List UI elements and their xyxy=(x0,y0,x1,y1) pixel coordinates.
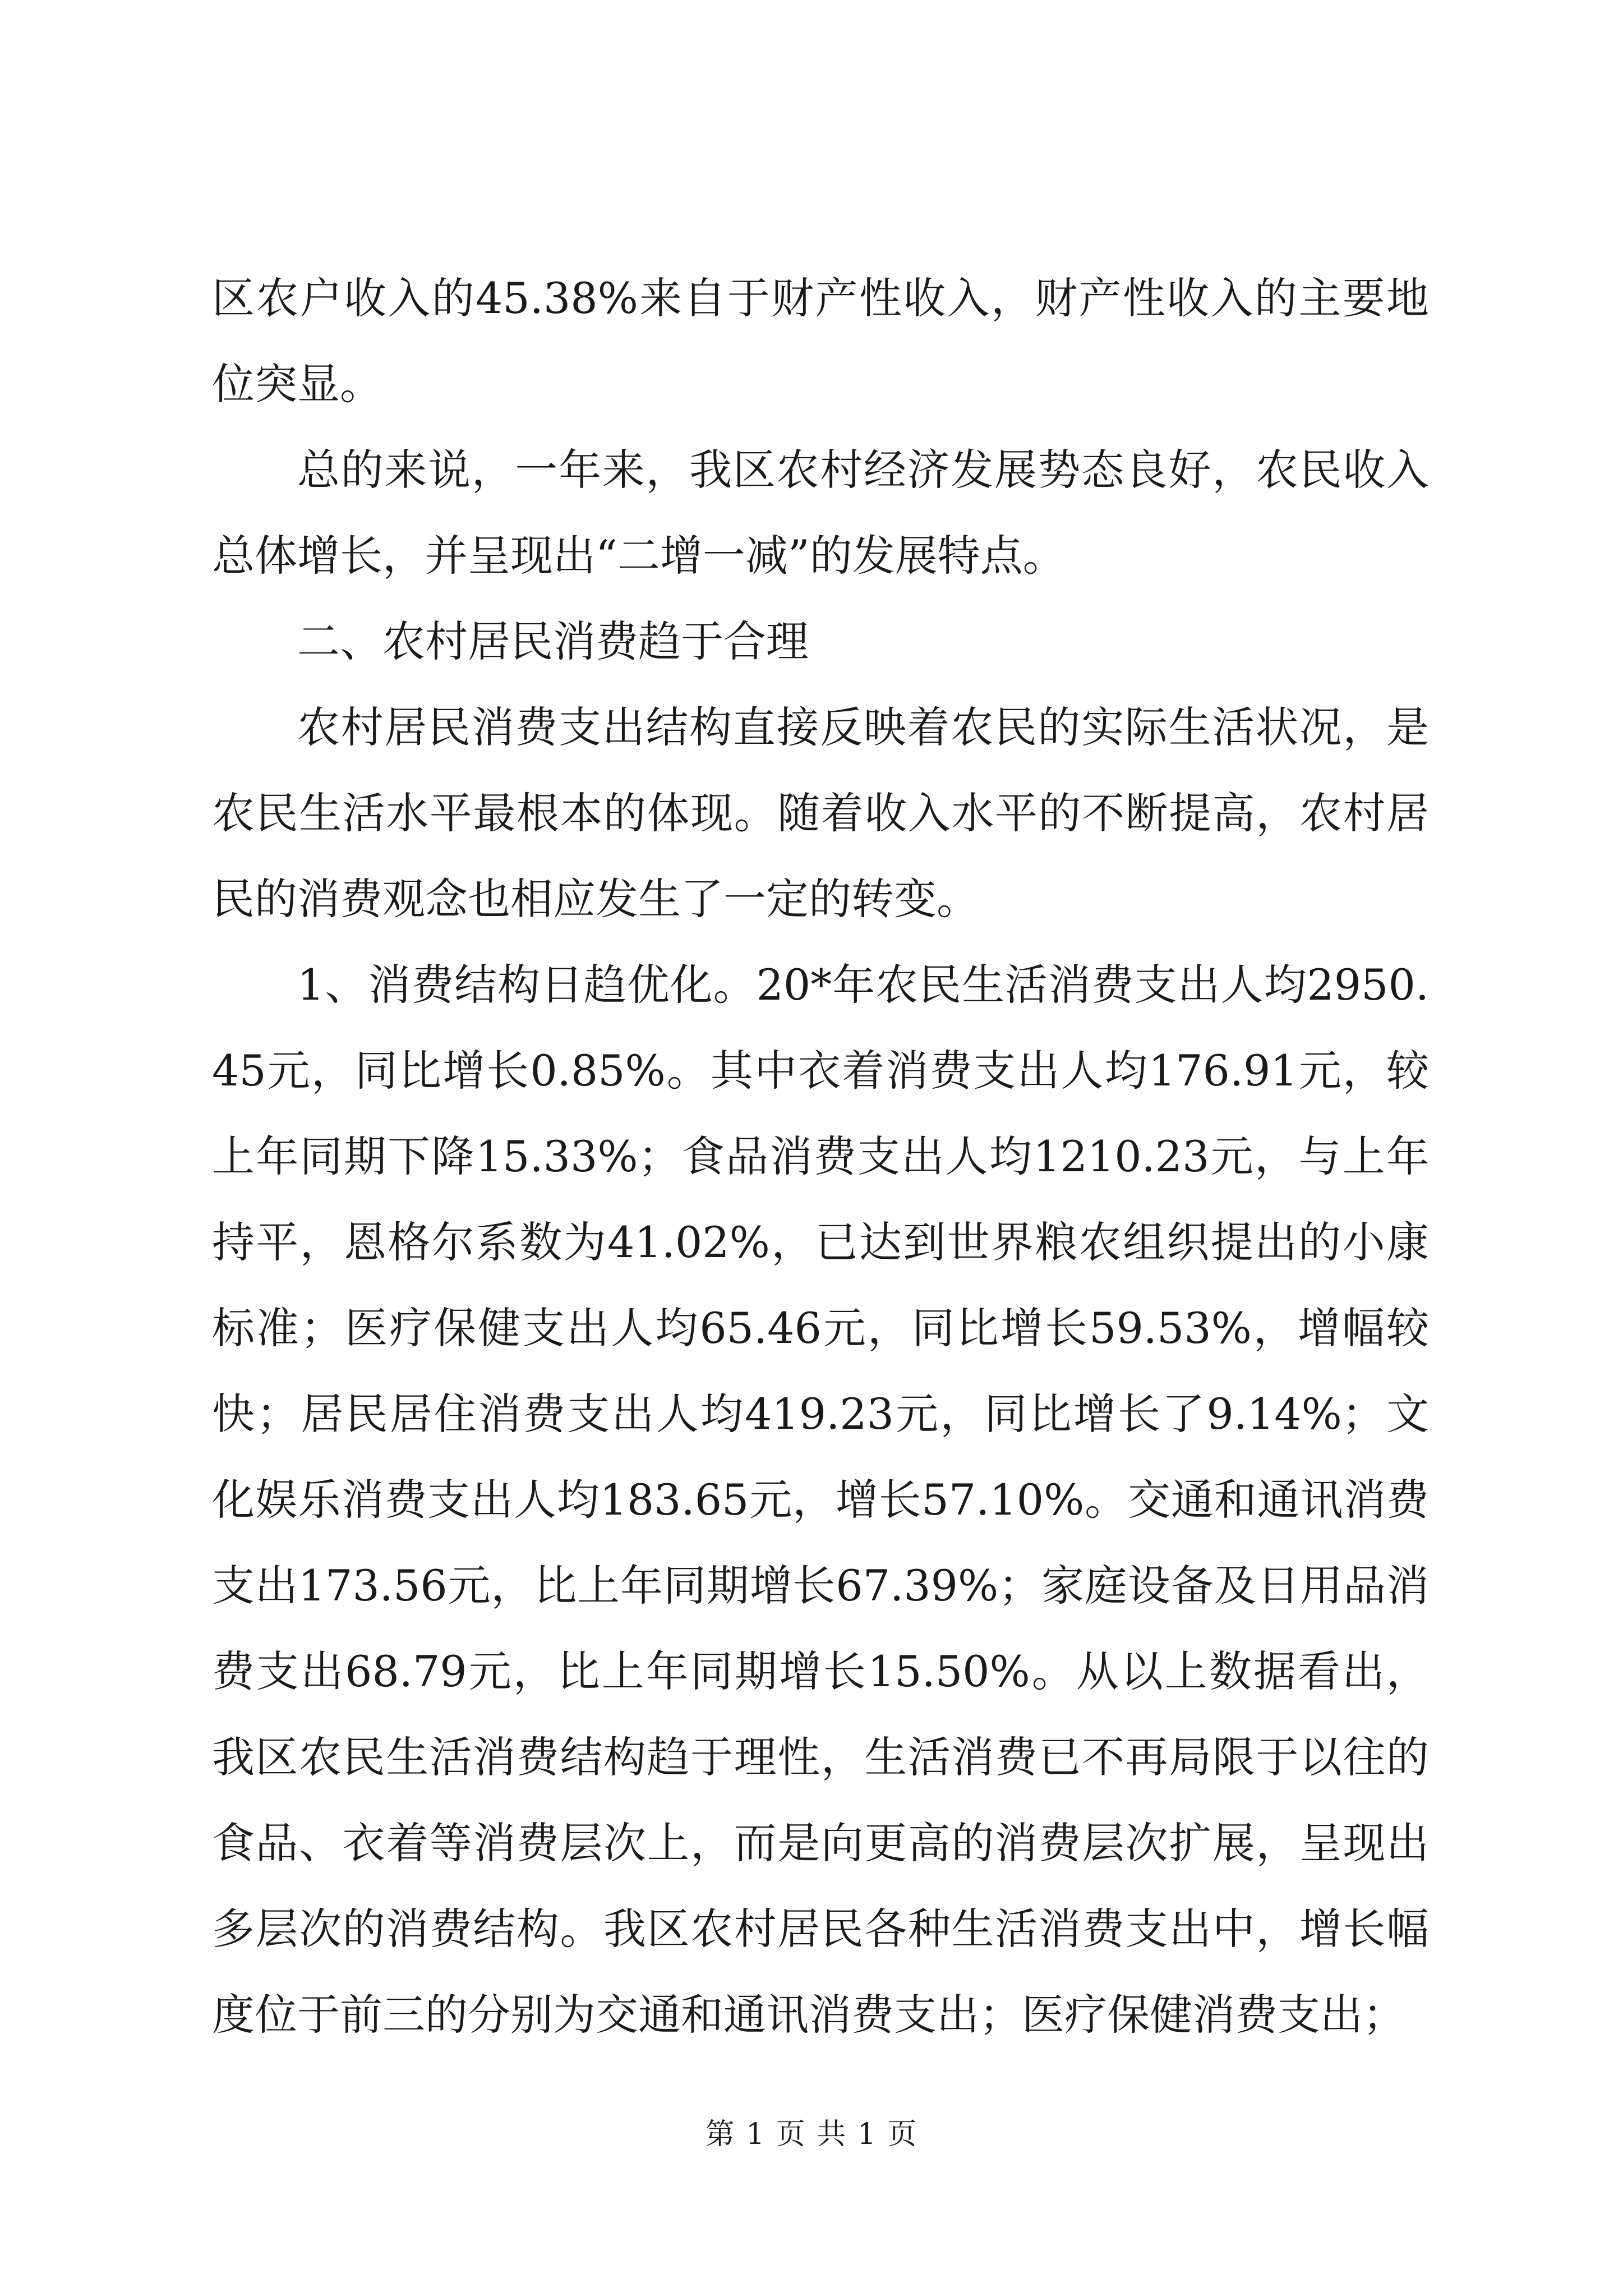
section-heading-consumption: 二、农村居民消费趋于合理 xyxy=(297,616,809,666)
page-footer: 第 1 页 共 1 页 xyxy=(705,2118,918,2151)
paragraph-consumption-structure: 1、消费结构日趋优化。20*年农民生活消费支出人均2950.45元，同比增长0.85%。其中衣着消费支出人均176.91元，较上年同期下降15.33%；食品消费支出人均1210.23元，与上年持平，恩格尔系数为41.02%，已达到世界粮农组织提出的小康标准；医疗保健支出人均65.46元，同比增长59.53%，增幅较快；居民居住消费支出人均419.23元，同比增长了9.14%；文化娱乐消费支出人均183.65元，增长57.10%。交通和通讯消费支出173.56元，比上年同期增长67.39%；家庭设备及日用品消费支出68.79元，比上年同期增长15.50%。从以上数据看出，我区农民生活消费结构趋于理性，生活消费已不再局限于以往的食品、衣着等消费层次上，而是向更高的消费层次扩展，呈现出多层次的消费结构。我区农村居民各种生活消费支出中，增长幅度位于前三的分别为交通和通讯消费支出；医疗保健消费支出； xyxy=(212,960,1429,2040)
paragraph-summary: 总的来说，一年来，我区农村经济发展势态良好，农民收入总体增长，并呈现出“二增一减”的发展特点。 xyxy=(212,445,1429,581)
paragraph-consumption-intro: 农村居民消费支出结构直接反映着农民的实际生活状况，是农民生活水平最根本的体现。随着收入水平的不断提高，农村居民的消费观念也相应发生了一定的转变。 xyxy=(212,702,1429,924)
paragraph-property-income: 区农户收入的45.38%来自于财产性收入，财产性收入的主要地位突显。 xyxy=(212,273,1429,409)
document-body xyxy=(212,255,1429,2058)
